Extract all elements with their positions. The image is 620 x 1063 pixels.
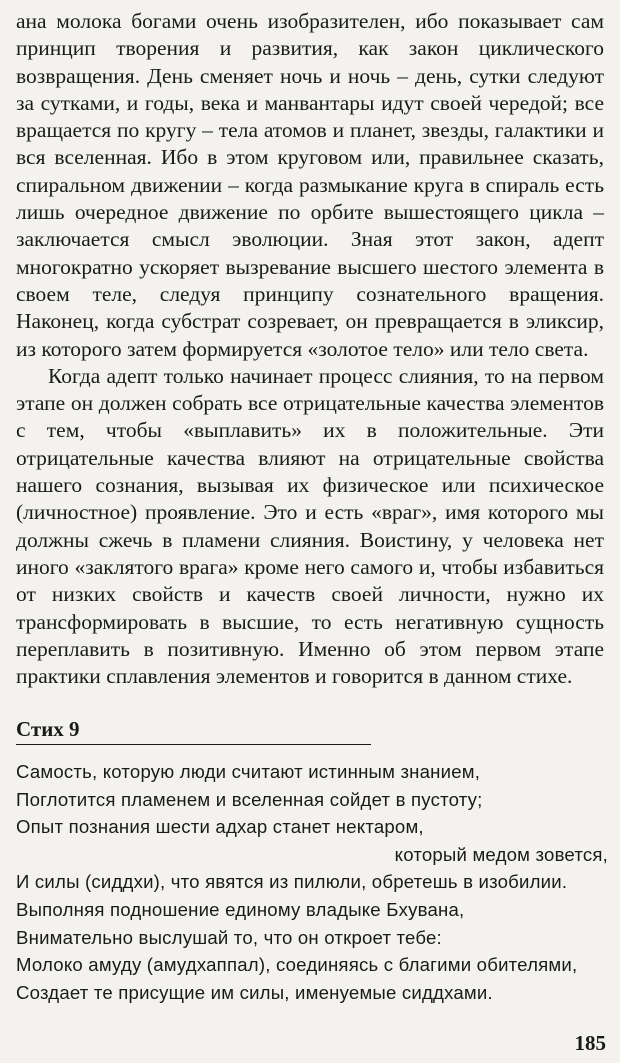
verse-line: Создает те присущие им силы, именуемые сиддхами. bbox=[16, 981, 493, 1003]
commentary-text bbox=[16, 8, 604, 690]
verse-line: Поглотится пламенем и вселенная сойдет в пустоту; bbox=[16, 788, 483, 810]
verse-line: Самость, которую люди считают истинным знанием, bbox=[16, 761, 481, 782]
verse-text bbox=[16, 758, 608, 1006]
verse-line: И силы (сиддхи), что явятся из пилюли, обретешь в изобилии. bbox=[16, 871, 568, 893]
verse-heading: Стих 9 bbox=[16, 717, 371, 745]
verse-line: Выполняя подношение единому владыке Бхувана, bbox=[16, 898, 465, 920]
verse-line-continuation: который медом зовется, bbox=[394, 843, 608, 865]
verse-line: Молоко амуду (амудхаппал), соединяясь с благими обителями, bbox=[16, 954, 578, 976]
verse-line: Опыт познания шести адхар станет нектаром, bbox=[16, 816, 424, 838]
paragraph-1: ана молока богами очень изобразителен, ибо показывает сам принцип творения и развития, как закон циклического возвращения. День сменяет ночь и ночь – день, сутки следуют за сутками, и годы, века и манвантары идут своей чередой; все вращается по кругу – тела атомов и планет, звезды, галактики и вся вселенная. Ибо в этом круговом или, правильнее сказать, спиральном движении – когда размыкание круга в спираль есть лишь очередное движение по орбите вышестоящего цикла – заключается смысл эволюции. Зная этот закон, адепт многократно ускоряет вызревание высшего шестого элемента в своем теле, следуя принципу сознательного вращения. Наконец, когда субстрат созревает, он превращается в эликсир, из которого затем формируется «золотое тело» или тело света. bbox=[16, 9, 604, 361]
page-number: 185 bbox=[574, 1031, 606, 1055]
paragraph-2: Когда адепт только начинает процесс слияния, то на первом этапе он должен собрать все отрицательные качества элементов с тем, чтобы «выплавить» их в положительные. Эти отрицательные качества влияют на отрицательные свойства нашего сознания, вызывая их физическое или психическое (личностное) проявление. Это и есть «враг», имя которого мы должны сжечь в пламени слияния. Воистину, у человека нет иного «заклятого врага» кроме него самого и, чтобы избавиться от низких свойств и качеств своей личности, нужно их трансформировать в высшие, то есть негативную сущность переплавить в позитивную. Именно об этом первом этапе практики сплавления элементов и говорится в данном стихе. bbox=[16, 363, 604, 689]
verse-line: Внимательно выслушай то, что он откроет тебе: bbox=[16, 926, 442, 948]
